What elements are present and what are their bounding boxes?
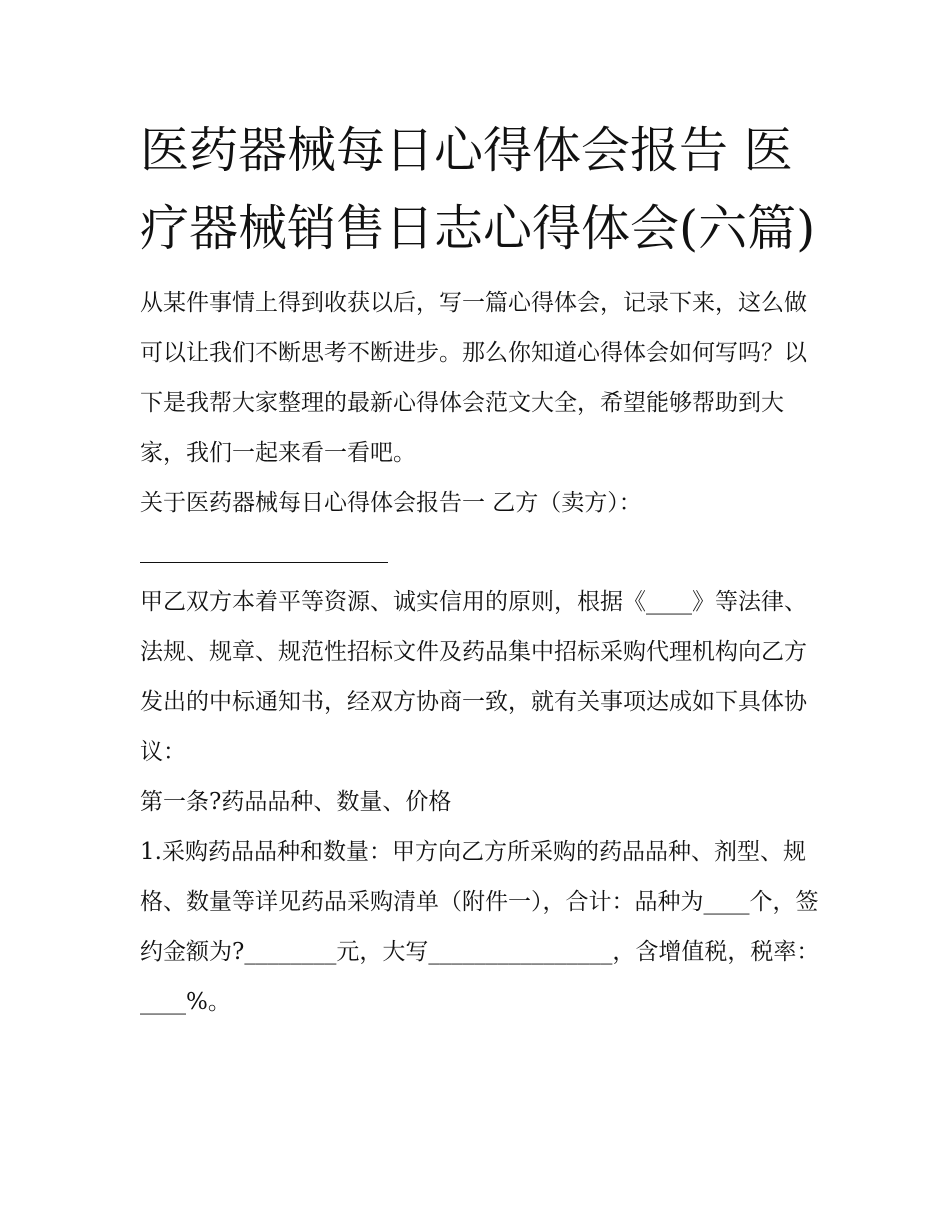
intro-paragraph: 从某件事情上得到收获以后，写一篇心得体会，记录下来，这么做可以让我们不断思考不断进步。那么你知道心得体会如何写吗？以下是我帮大家整理的最新心得体会范文大全，希望能够帮助到大家，我们一起来看一看吧。 <box>140 290 807 466</box>
blank-underline <box>140 562 388 563</box>
document-page <box>140 112 820 1027</box>
document-title: 医药器械每日心得体会报告 医疗器械销售日志心得体会(六篇) <box>140 122 816 257</box>
document-body <box>140 278 820 1027</box>
section-heading: 关于医药器械每日心得体会报告一 乙方（卖方）： <box>140 490 642 516</box>
agreement-paragraph: 甲乙双方本着平等资源、诚实信用的原则，根据《____》等法律、法规、规章、规范性招标文件及药品集中招标采购代理机构向乙方发出的中标通知书，经双方协商一致，就有关事项达成如下具体协议： <box>140 589 807 765</box>
procurement-clause: 1.采购药品品种和数量：甲方向乙方所采购的药品品种、剂型、规格、数量等详见药品采购清单（附件一），合计：品种为____个，签约金额为?________元，大写________________，含增值税，税率：____%。 <box>140 839 820 1015</box>
article-heading: 第一条?药品品种、数量、价格 <box>140 789 452 815</box>
